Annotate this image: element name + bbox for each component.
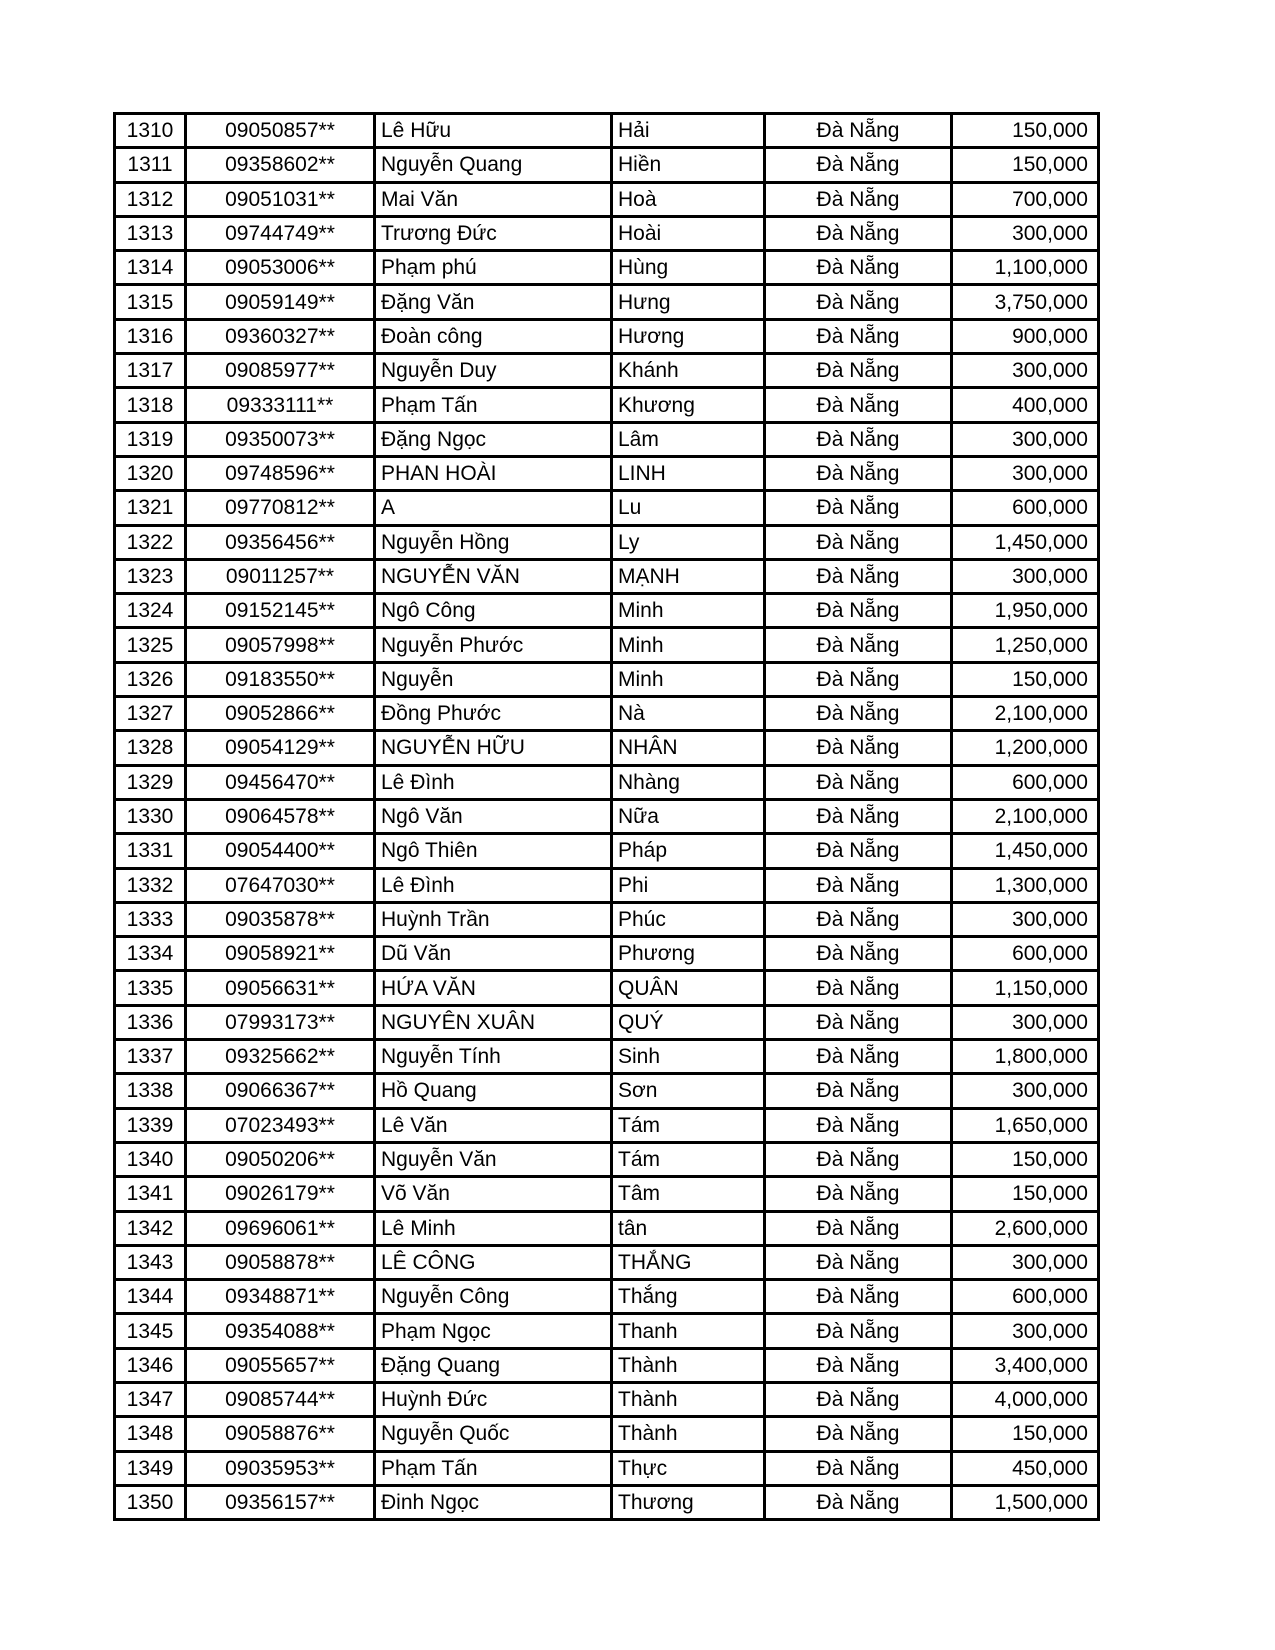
amount-cell: 1,800,000 [952,1040,1099,1074]
amount-cell: 4,000,000 [952,1382,1099,1416]
table-row [115,1417,1099,1451]
city-cell: Đà Nẵng [765,937,952,971]
first-name-cell: Đặng Văn [375,285,612,319]
amount-cell: 300,000 [952,1074,1099,1108]
phone-cell: 09058921** [186,937,375,971]
phone-cell: 09325662** [186,1040,375,1074]
row-number-cell: 1327 [115,697,186,731]
city-cell: Đà Nẵng [765,319,952,353]
last-name-cell: Nhàng [612,765,765,799]
amount-cell: 1,500,000 [952,1485,1099,1519]
row-number-cell: 1344 [115,1280,186,1314]
phone-cell: 09054400** [186,834,375,868]
city-cell: Đà Nẵng [765,148,952,182]
phone-cell: 09356456** [186,525,375,559]
table-row [115,148,1099,182]
table-row [115,731,1099,765]
first-name-cell: Đoàn công [375,319,612,353]
last-name-cell: Lu [612,491,765,525]
city-cell: Đà Nẵng [765,1485,952,1519]
city-cell: Đà Nẵng [765,456,952,490]
first-name-cell: Nguyễn Tính [375,1040,612,1074]
first-name-cell: NGUYỄN HỮU [375,731,612,765]
row-number-cell: 1328 [115,731,186,765]
city-cell: Đà Nẵng [765,971,952,1005]
row-number-cell: 1322 [115,525,186,559]
city-cell: Đà Nẵng [765,1211,952,1245]
last-name-cell: Hiền [612,148,765,182]
table-row [115,525,1099,559]
phone-cell: 09183550** [186,662,375,696]
last-name-cell: Thanh [612,1314,765,1348]
last-name-cell: Hùng [612,251,765,285]
row-number-cell: 1337 [115,1040,186,1074]
city-cell: Đà Nẵng [765,868,952,902]
amount-cell: 150,000 [952,1417,1099,1451]
row-number-cell: 1314 [115,251,186,285]
phone-cell: 09054129** [186,731,375,765]
amount-cell: 700,000 [952,182,1099,216]
phone-cell: 09056631** [186,971,375,1005]
table-row [115,456,1099,490]
amount-cell: 300,000 [952,1005,1099,1039]
row-number-cell: 1316 [115,319,186,353]
last-name-cell: Sơn [612,1074,765,1108]
first-name-cell: Phạm Ngọc [375,1314,612,1348]
phone-cell: 09354088** [186,1314,375,1348]
row-number-cell: 1312 [115,182,186,216]
amount-cell: 300,000 [952,902,1099,936]
first-name-cell: A [375,491,612,525]
amount-cell: 300,000 [952,559,1099,593]
amount-cell: 150,000 [952,148,1099,182]
phone-cell: 09085744** [186,1382,375,1416]
first-name-cell: Nguyễn [375,662,612,696]
amount-cell: 300,000 [952,1314,1099,1348]
row-number-cell: 1320 [115,456,186,490]
amount-cell: 1,950,000 [952,594,1099,628]
table-row [115,594,1099,628]
amount-cell: 600,000 [952,765,1099,799]
table-row [115,1382,1099,1416]
last-name-cell: Hải [612,114,765,148]
table-row [115,182,1099,216]
table-body [115,114,1099,1520]
first-name-cell: Nguyễn Duy [375,354,612,388]
city-cell: Đà Nẵng [765,1314,952,1348]
phone-cell: 09035878** [186,902,375,936]
table-row [115,422,1099,456]
amount-cell: 1,100,000 [952,251,1099,285]
table-row [115,285,1099,319]
phone-cell: 09064578** [186,799,375,833]
city-cell: Đà Nẵng [765,1245,952,1279]
row-number-cell: 1323 [115,559,186,593]
amount-cell: 300,000 [952,422,1099,456]
city-cell: Đà Nẵng [765,902,952,936]
table-row [115,799,1099,833]
city-cell: Đà Nẵng [765,1417,952,1451]
table-row [115,868,1099,902]
last-name-cell: Phi [612,868,765,902]
phone-cell: 09152145** [186,594,375,628]
amount-cell: 600,000 [952,937,1099,971]
city-cell: Đà Nẵng [765,285,952,319]
phone-cell: 07647030** [186,868,375,902]
last-name-cell: Sinh [612,1040,765,1074]
last-name-cell: Hương [612,319,765,353]
city-cell: Đà Nẵng [765,1108,952,1142]
last-name-cell: Khương [612,388,765,422]
amount-cell: 300,000 [952,456,1099,490]
last-name-cell: MẠNH [612,559,765,593]
amount-cell: 1,150,000 [952,971,1099,1005]
city-cell: Đà Nẵng [765,422,952,456]
row-number-cell: 1330 [115,799,186,833]
row-number-cell: 1345 [115,1314,186,1348]
last-name-cell: Nà [612,697,765,731]
amount-cell: 2,600,000 [952,1211,1099,1245]
city-cell: Đà Nẵng [765,1040,952,1074]
table-row [115,697,1099,731]
phone-cell: 09051031** [186,182,375,216]
last-name-cell: THẮNG [612,1245,765,1279]
amount-cell: 300,000 [952,1245,1099,1279]
phone-cell: 09356157** [186,1485,375,1519]
last-name-cell: QUÂN [612,971,765,1005]
amount-cell: 2,100,000 [952,799,1099,833]
last-name-cell: QUÝ [612,1005,765,1039]
table-row [115,834,1099,868]
phone-cell: 09350073** [186,422,375,456]
last-name-cell: Phúc [612,902,765,936]
row-number-cell: 1318 [115,388,186,422]
phone-cell: 09055657** [186,1348,375,1382]
table-row [115,1177,1099,1211]
phone-cell: 09057998** [186,628,375,662]
city-cell: Đà Nẵng [765,1177,952,1211]
row-number-cell: 1335 [115,971,186,1005]
last-name-cell: Lâm [612,422,765,456]
city-cell: Đà Nẵng [765,1382,952,1416]
amount-cell: 1,250,000 [952,628,1099,662]
city-cell: Đà Nẵng [765,1142,952,1176]
last-name-cell: Thực [612,1451,765,1485]
phone-cell: 09748596** [186,456,375,490]
city-cell: Đà Nẵng [765,834,952,868]
row-number-cell: 1340 [115,1142,186,1176]
row-number-cell: 1350 [115,1485,186,1519]
row-number-cell: 1317 [115,354,186,388]
phone-cell: 07023493** [186,1108,375,1142]
first-name-cell: Nguyễn Công [375,1280,612,1314]
first-name-cell: Đặng Quang [375,1348,612,1382]
table-row [115,1074,1099,1108]
phone-cell: 09058878** [186,1245,375,1279]
table-row [115,319,1099,353]
city-cell: Đà Nẵng [765,799,952,833]
row-number-cell: 1349 [115,1451,186,1485]
first-name-cell: Hồ Quang [375,1074,612,1108]
phone-cell: 09333111** [186,388,375,422]
first-name-cell: Trương Đức [375,216,612,250]
city-cell: Đà Nẵng [765,697,952,731]
phone-cell: 09066367** [186,1074,375,1108]
phone-cell: 09085977** [186,354,375,388]
city-cell: Đà Nẵng [765,114,952,148]
first-name-cell: Ngô Thiên [375,834,612,868]
phone-cell: 09456470** [186,765,375,799]
amount-cell: 1,200,000 [952,731,1099,765]
phone-cell: 09348871** [186,1280,375,1314]
first-name-cell: Phạm phú [375,251,612,285]
last-name-cell: Thành [612,1382,765,1416]
first-name-cell: Nguyễn Quốc [375,1417,612,1451]
phone-cell: 09770812** [186,491,375,525]
first-name-cell: Lê Văn [375,1108,612,1142]
row-number-cell: 1315 [115,285,186,319]
last-name-cell: Hoài [612,216,765,250]
phone-cell: 09052866** [186,697,375,731]
city-cell: Đà Nẵng [765,1451,952,1485]
row-number-cell: 1325 [115,628,186,662]
last-name-cell: Hưng [612,285,765,319]
first-name-cell: Lê Minh [375,1211,612,1245]
last-name-cell: Minh [612,628,765,662]
last-name-cell: LINH [612,456,765,490]
phone-cell: 09035953** [186,1451,375,1485]
last-name-cell: Tám [612,1142,765,1176]
city-cell: Đà Nẵng [765,765,952,799]
last-name-cell: Hoà [612,182,765,216]
city-cell: Đà Nẵng [765,251,952,285]
city-cell: Đà Nẵng [765,388,952,422]
first-name-cell: NGUYÊN XUÂN [375,1005,612,1039]
table-row [115,251,1099,285]
row-number-cell: 1311 [115,148,186,182]
table-row [115,1348,1099,1382]
table-row [115,354,1099,388]
last-name-cell: NHÂN [612,731,765,765]
amount-cell: 1,450,000 [952,834,1099,868]
city-cell: Đà Nẵng [765,491,952,525]
first-name-cell: Lê Hữu [375,114,612,148]
phone-cell: 09058876** [186,1417,375,1451]
phone-cell: 09011257** [186,559,375,593]
first-name-cell: Đinh Ngọc [375,1485,612,1519]
amount-cell: 300,000 [952,354,1099,388]
first-name-cell: Nguyễn Văn [375,1142,612,1176]
table-row [115,662,1099,696]
phone-cell: 07993173** [186,1005,375,1039]
phone-cell: 09360327** [186,319,375,353]
last-name-cell: Minh [612,662,765,696]
first-name-cell: Nguyễn Phước [375,628,612,662]
amount-cell: 150,000 [952,1142,1099,1176]
row-number-cell: 1313 [115,216,186,250]
table-row [115,491,1099,525]
table-row [115,388,1099,422]
phone-cell: 09026179** [186,1177,375,1211]
first-name-cell: Ngô Công [375,594,612,628]
last-name-cell: Minh [612,594,765,628]
table-row [115,971,1099,1005]
row-number-cell: 1333 [115,902,186,936]
row-number-cell: 1338 [115,1074,186,1108]
city-cell: Đà Nẵng [765,354,952,388]
table-row [115,937,1099,971]
last-name-cell: Nữa [612,799,765,833]
table-row [115,1280,1099,1314]
city-cell: Đà Nẵng [765,1348,952,1382]
donor-list-table [113,112,1100,1521]
amount-cell: 600,000 [952,491,1099,525]
first-name-cell: Mai Văn [375,182,612,216]
amount-cell: 450,000 [952,1451,1099,1485]
amount-cell: 600,000 [952,1280,1099,1314]
first-name-cell: Huỳnh Trần [375,902,612,936]
row-number-cell: 1342 [115,1211,186,1245]
phone-cell: 09059149** [186,285,375,319]
first-name-cell: Ngô Văn [375,799,612,833]
row-number-cell: 1321 [115,491,186,525]
first-name-cell: Đặng Ngọc [375,422,612,456]
table-row [115,1451,1099,1485]
table-row [115,1142,1099,1176]
amount-cell: 1,450,000 [952,525,1099,559]
first-name-cell: Võ Văn [375,1177,612,1211]
last-name-cell: Thắng [612,1280,765,1314]
row-number-cell: 1324 [115,594,186,628]
row-number-cell: 1347 [115,1382,186,1416]
first-name-cell: Dũ Văn [375,937,612,971]
table-row [115,765,1099,799]
first-name-cell: PHAN HOÀI [375,456,612,490]
first-name-cell: Nguyễn Hồng [375,525,612,559]
city-cell: Đà Nẵng [765,1074,952,1108]
phone-cell: 09053006** [186,251,375,285]
phone-cell: 09696061** [186,1211,375,1245]
last-name-cell: tân [612,1211,765,1245]
first-name-cell: Phạm Tấn [375,1451,612,1485]
row-number-cell: 1332 [115,868,186,902]
row-number-cell: 1331 [115,834,186,868]
phone-cell: 09050206** [186,1142,375,1176]
amount-cell: 1,300,000 [952,868,1099,902]
phone-cell: 09358602** [186,148,375,182]
last-name-cell: Thành [612,1348,765,1382]
first-name-cell: Phạm Tấn [375,388,612,422]
amount-cell: 400,000 [952,388,1099,422]
phone-cell: 09050857** [186,114,375,148]
last-name-cell: Pháp [612,834,765,868]
table-row [115,902,1099,936]
row-number-cell: 1346 [115,1348,186,1382]
city-cell: Đà Nẵng [765,216,952,250]
amount-cell: 150,000 [952,662,1099,696]
table-row [115,216,1099,250]
first-name-cell: LÊ CÔNG [375,1245,612,1279]
row-number-cell: 1336 [115,1005,186,1039]
table-row [115,1314,1099,1348]
amount-cell: 150,000 [952,114,1099,148]
table-row [115,559,1099,593]
table-row [115,628,1099,662]
first-name-cell: HỨA VĂN [375,971,612,1005]
first-name-cell: Lê Đình [375,765,612,799]
table-row [115,1485,1099,1519]
amount-cell: 3,750,000 [952,285,1099,319]
first-name-cell: Nguyễn Quang [375,148,612,182]
last-name-cell: Ly [612,525,765,559]
amount-cell: 2,100,000 [952,697,1099,731]
row-number-cell: 1310 [115,114,186,148]
city-cell: Đà Nẵng [765,662,952,696]
city-cell: Đà Nẵng [765,559,952,593]
row-number-cell: 1341 [115,1177,186,1211]
last-name-cell: Khánh [612,354,765,388]
city-cell: Đà Nẵng [765,525,952,559]
row-number-cell: 1339 [115,1108,186,1142]
amount-cell: 1,650,000 [952,1108,1099,1142]
row-number-cell: 1329 [115,765,186,799]
last-name-cell: Tâm [612,1177,765,1211]
first-name-cell: NGUYỄN VĂN [375,559,612,593]
row-number-cell: 1319 [115,422,186,456]
row-number-cell: 1348 [115,1417,186,1451]
row-number-cell: 1326 [115,662,186,696]
amount-cell: 3,400,000 [952,1348,1099,1382]
last-name-cell: Thương [612,1485,765,1519]
amount-cell: 300,000 [952,216,1099,250]
table-row [115,1108,1099,1142]
table-row [115,114,1099,148]
table-row [115,1211,1099,1245]
last-name-cell: Thành [612,1417,765,1451]
first-name-cell: Đồng Phước [375,697,612,731]
amount-cell: 900,000 [952,319,1099,353]
last-name-cell: Phương [612,937,765,971]
row-number-cell: 1343 [115,1245,186,1279]
city-cell: Đà Nẵng [765,594,952,628]
table-row [115,1005,1099,1039]
city-cell: Đà Nẵng [765,731,952,765]
row-number-cell: 1334 [115,937,186,971]
last-name-cell: Tám [612,1108,765,1142]
city-cell: Đà Nẵng [765,628,952,662]
amount-cell: 150,000 [952,1177,1099,1211]
table-row [115,1040,1099,1074]
city-cell: Đà Nẵng [765,1280,952,1314]
city-cell: Đà Nẵng [765,182,952,216]
table-row [115,1245,1099,1279]
first-name-cell: Huỳnh Đức [375,1382,612,1416]
city-cell: Đà Nẵng [765,1005,952,1039]
first-name-cell: Lê Đình [375,868,612,902]
phone-cell: 09744749** [186,216,375,250]
